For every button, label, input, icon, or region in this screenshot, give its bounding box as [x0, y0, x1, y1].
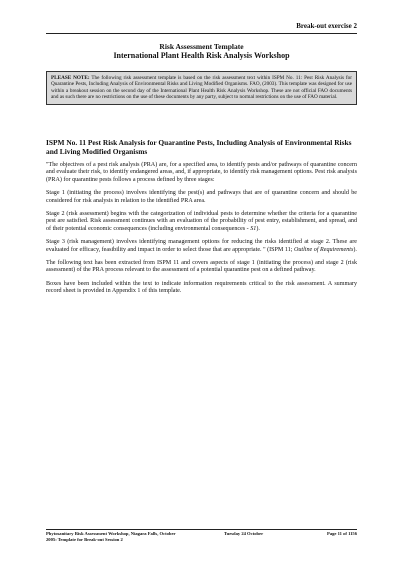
- stage-3-text: Stage 3 (risk management) involves identifying management options for reducing the risks identified at stage 2. These are evaluated for efficacy, feasibility and impact in order to select those that are appropriate. " (ISPM 11;: [46, 239, 357, 253]
- stage-3-ref: Outline of Requirements: [293, 246, 354, 253]
- paragraph-stage-2: [46, 211, 357, 233]
- footer-workshop: Phytosanitary Risk Assessment Workshop, Niagara Falls, October 2005: Template for Break-out Session 2: [46, 531, 176, 542]
- paragraph-stage-3: [46, 239, 357, 254]
- exercise-label: Break-out exercise 2: [296, 22, 357, 30]
- paragraph-boxes: Boxes have been included within the text to indicate information requirements critical to the risk assessment. A summary record sheet is provided in Appendix 1 of this template.: [46, 280, 357, 295]
- stage-2-text: Stage 2 (risk assessment) begins with the categorization of individual pests to determine whether the criteria for a quarantine pest are satisfied. Risk assessment continues with an evaluation of the probability of pest entry, establishment, and spread, and of their potential economic consequences (including environmental consequences -: [46, 211, 357, 232]
- main-content: [46, 138, 357, 302]
- stage-2-end: ).: [256, 225, 260, 232]
- note-label: PLEASE NOTE:: [51, 75, 90, 81]
- paragraph-stage-1: Stage 1 (initiating the process) involves identifying the pest(s) and pathways that are of quarantine concern and should be considered for risk analysis in relation to the identified PRA area.: [46, 190, 357, 204]
- paragraph-extract: The following text has been extracted from ISPM 11 and covers aspects of stage 1 (initiating the process) and stage 2 (risk assessment) of the PRA process relevant to the assessment of a potential quarantine pest on a defined pathway.: [46, 260, 357, 274]
- note-box: [46, 71, 357, 105]
- footer-page-number: Page 11 of 1156: [327, 531, 357, 536]
- stage-3-end: ).: [353, 246, 357, 253]
- section-heading: ISPM No. 11 Pest Risk Analysis for Quarantine Pests, Including Analysis of Environmental Risks and Living Modified Organisms: [46, 138, 352, 156]
- title-block: [46, 42, 357, 61]
- stage-2-ref: S1: [250, 225, 257, 232]
- note-text: The following risk assessment template is based on the risk assessment text within ISPM No. 11: Pest Risk Analysis for Quarantine Pests, Including Analysis of Environmental Risks and Living Modified Organisms. FAO, (2003). This template was designed for use within a breakout session on the second day of the International Plant Health Risk Analysis Workshop. These are not official FAO documents and as such there are no restrictions on the use of these documents by any party, subject to normal restrictions on the use of FAO material.: [51, 75, 353, 101]
- footer-date: Tuesday 24 October: [224, 531, 264, 536]
- footer-divider: [46, 529, 357, 530]
- paragraph-objectives: "The objectives of a pest risk analysis (PRA) are, for a specified area, to identify pests and/or pathways of quarantine concern and evaluate their risk, to identify endangered areas, and, if appropriate, to identify risk management options. Pest risk analysis (PRA) for quarantine pests follows a process defined by three stages:: [46, 162, 357, 183]
- header-divider: [46, 33, 357, 34]
- document-title: Risk Assessment Template: [159, 42, 244, 51]
- document-subtitle: International Plant Health Risk Analysis Workshop: [113, 51, 290, 60]
